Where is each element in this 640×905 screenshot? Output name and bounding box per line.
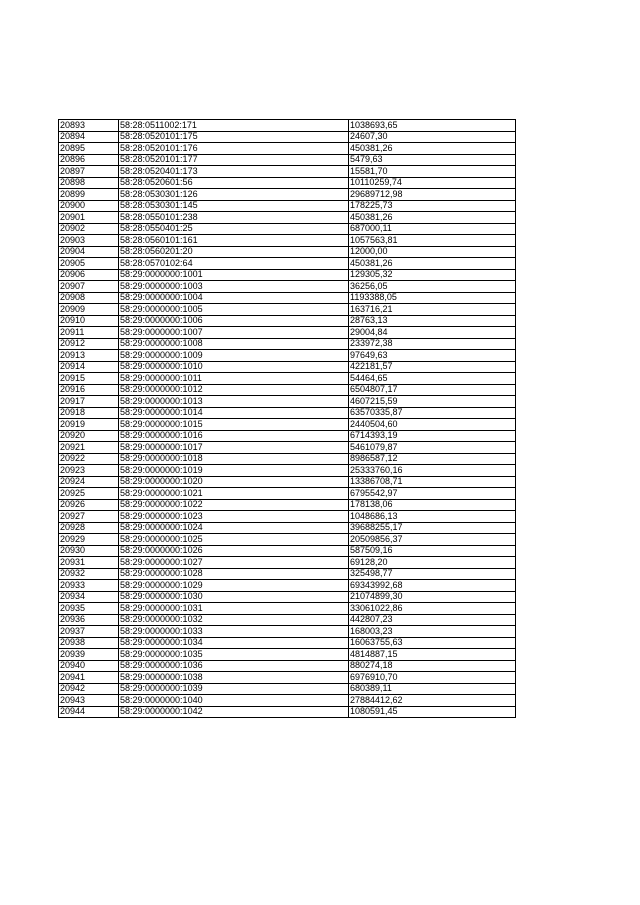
row-number-cell: 20914: [59, 361, 119, 373]
row-number-cell: 20944: [59, 706, 119, 718]
table-row: [59, 315, 516, 327]
row-number-cell: 20918: [59, 407, 119, 419]
cadastral-number-cell: 58:29:0000000:1005: [119, 304, 349, 316]
row-number-cell: 20933: [59, 580, 119, 592]
table-row: [59, 695, 516, 707]
cadastral-number-cell: 58:29:0000000:1026: [119, 545, 349, 557]
value-cell: 6714393,19: [349, 430, 516, 442]
value-cell: 1048686,13: [349, 511, 516, 523]
row-number-cell: 20908: [59, 292, 119, 304]
cadastral-number-cell: 58:29:0000000:1035: [119, 649, 349, 661]
value-cell: 8986587,12: [349, 453, 516, 465]
row-number-cell: 20895: [59, 143, 119, 155]
value-cell: 28763,13: [349, 315, 516, 327]
value-cell: 27884412,62: [349, 695, 516, 707]
value-cell: 13386708,71: [349, 476, 516, 488]
value-cell: 1193388,05: [349, 292, 516, 304]
cadastral-number-cell: 58:29:0000000:1004: [119, 292, 349, 304]
cadastral-number-cell: 58:29:0000000:1024: [119, 522, 349, 534]
value-cell: 4607215,59: [349, 396, 516, 408]
row-number-cell: 20899: [59, 189, 119, 201]
value-cell: 168003,23: [349, 626, 516, 638]
table-row: [59, 407, 516, 419]
value-cell: 233972,38: [349, 338, 516, 350]
table-row: [59, 557, 516, 569]
row-number-cell: 20901: [59, 212, 119, 224]
row-number-cell: 20923: [59, 465, 119, 477]
value-cell: 25333760,16: [349, 465, 516, 477]
table-row: [59, 522, 516, 534]
cadastral-number-cell: 58:29:0000000:1001: [119, 269, 349, 281]
value-cell: 880274,18: [349, 660, 516, 672]
table-row: [59, 361, 516, 373]
value-cell: 1080591,45: [349, 706, 516, 718]
value-cell: 69343992,68: [349, 580, 516, 592]
cadastral-number-cell: 58:29:0000000:1028: [119, 568, 349, 580]
row-number-cell: 20927: [59, 511, 119, 523]
row-number-cell: 20906: [59, 269, 119, 281]
value-cell: 36256,05: [349, 281, 516, 293]
value-cell: 15581,70: [349, 166, 516, 178]
table-row: [59, 269, 516, 281]
cadastral-number-cell: 58:29:0000000:1017: [119, 442, 349, 454]
value-cell: 442807,23: [349, 614, 516, 626]
table-row: [59, 545, 516, 557]
cadastral-number-cell: 58:29:0000000:1042: [119, 706, 349, 718]
table-row: [59, 154, 516, 166]
cadastral-number-cell: 58:28:0511002:171: [119, 120, 349, 132]
cadastral-number-cell: 58:29:0000000:1022: [119, 499, 349, 511]
table-row: [59, 212, 516, 224]
cadastral-number-cell: 58:29:0000000:1020: [119, 476, 349, 488]
value-cell: 450381,26: [349, 143, 516, 155]
row-number-cell: 20920: [59, 430, 119, 442]
value-cell: 450381,26: [349, 258, 516, 270]
row-number-cell: 20898: [59, 177, 119, 189]
cadastral-number-cell: 58:28:0560101:161: [119, 235, 349, 247]
value-cell: 16063755,63: [349, 637, 516, 649]
row-number-cell: 20939: [59, 649, 119, 661]
value-cell: 178225,73: [349, 200, 516, 212]
row-number-cell: 20937: [59, 626, 119, 638]
row-number-cell: 20916: [59, 384, 119, 396]
cadastral-number-cell: 58:29:0000000:1027: [119, 557, 349, 569]
cadastral-number-cell: 58:28:0530301:145: [119, 200, 349, 212]
row-number-cell: 20909: [59, 304, 119, 316]
table-row: [59, 200, 516, 212]
row-number-cell: 20913: [59, 350, 119, 362]
cadastral-number-cell: 58:28:0520101:175: [119, 131, 349, 143]
value-cell: 178138,06: [349, 499, 516, 511]
table-row: [59, 649, 516, 661]
table-row: [59, 672, 516, 684]
row-number-cell: 20903: [59, 235, 119, 247]
row-number-cell: 20922: [59, 453, 119, 465]
table-row: [59, 430, 516, 442]
cadastral-number-cell: 58:28:0520401:173: [119, 166, 349, 178]
value-cell: 422181,57: [349, 361, 516, 373]
cadastral-number-cell: 58:28:0520601:56: [119, 177, 349, 189]
value-cell: 24607,30: [349, 131, 516, 143]
value-cell: 6976910,70: [349, 672, 516, 684]
cadastral-number-cell: 58:28:0560201:20: [119, 246, 349, 258]
cadastral-number-cell: 58:29:0000000:1036: [119, 660, 349, 672]
value-cell: 12000,00: [349, 246, 516, 258]
cadastral-number-cell: 58:29:0000000:1030: [119, 591, 349, 603]
table-row: [59, 637, 516, 649]
cadastral-number-cell: 58:29:0000000:1006: [119, 315, 349, 327]
value-cell: 54464,65: [349, 373, 516, 385]
table-row: [59, 660, 516, 672]
row-number-cell: 20904: [59, 246, 119, 258]
table-row: [59, 534, 516, 546]
table-row: [59, 465, 516, 477]
table-row: [59, 338, 516, 350]
cadastral-value-table: [58, 119, 516, 718]
row-number-cell: 20910: [59, 315, 119, 327]
row-number-cell: 20932: [59, 568, 119, 580]
row-number-cell: 20907: [59, 281, 119, 293]
cadastral-number-cell: 58:29:0000000:1023: [119, 511, 349, 523]
row-number-cell: 20917: [59, 396, 119, 408]
value-cell: 4814887,15: [349, 649, 516, 661]
table-row: [59, 235, 516, 247]
value-cell: 163716,21: [349, 304, 516, 316]
value-cell: 5479,63: [349, 154, 516, 166]
value-cell: 33061022,86: [349, 603, 516, 615]
row-number-cell: 20936: [59, 614, 119, 626]
table-row: [59, 396, 516, 408]
row-number-cell: 20905: [59, 258, 119, 270]
value-cell: 1038693,65: [349, 120, 516, 132]
table-row: [59, 373, 516, 385]
cadastral-number-cell: 58:29:0000000:1016: [119, 430, 349, 442]
cadastral-number-cell: 58:29:0000000:1007: [119, 327, 349, 339]
cadastral-number-cell: 58:29:0000000:1040: [119, 695, 349, 707]
table-row: [59, 614, 516, 626]
cadastral-number-cell: 58:28:0550401:25: [119, 223, 349, 235]
row-number-cell: 20900: [59, 200, 119, 212]
cadastral-number-cell: 58:29:0000000:1029: [119, 580, 349, 592]
table-row: [59, 442, 516, 454]
cadastral-number-cell: 58:29:0000000:1032: [119, 614, 349, 626]
row-number-cell: 20924: [59, 476, 119, 488]
table-row: [59, 511, 516, 523]
row-number-cell: 20902: [59, 223, 119, 235]
table-row: [59, 120, 516, 132]
row-number-cell: 20940: [59, 660, 119, 672]
cadastral-number-cell: 58:29:0000000:1003: [119, 281, 349, 293]
cadastral-number-cell: 58:29:0000000:1011: [119, 373, 349, 385]
table-row: [59, 476, 516, 488]
table-row: [59, 246, 516, 258]
cadastral-number-cell: 58:29:0000000:1009: [119, 350, 349, 362]
value-cell: 21074899,30: [349, 591, 516, 603]
value-cell: 29004,84: [349, 327, 516, 339]
table-row: [59, 223, 516, 235]
cadastral-number-cell: 58:29:0000000:1038: [119, 672, 349, 684]
value-cell: 97649,63: [349, 350, 516, 362]
cadastral-number-cell: 58:29:0000000:1010: [119, 361, 349, 373]
value-cell: 1057563,81: [349, 235, 516, 247]
table-row: [59, 683, 516, 695]
table-row: [59, 350, 516, 362]
value-cell: 6795542,97: [349, 488, 516, 500]
table-row: [59, 488, 516, 500]
value-cell: 63570335,87: [349, 407, 516, 419]
table-row: [59, 143, 516, 155]
cadastral-number-cell: 58:29:0000000:1012: [119, 384, 349, 396]
cadastral-number-cell: 58:29:0000000:1019: [119, 465, 349, 477]
row-number-cell: 20942: [59, 683, 119, 695]
cadastral-number-cell: 58:29:0000000:1014: [119, 407, 349, 419]
value-cell: 5461079,87: [349, 442, 516, 454]
row-number-cell: 20896: [59, 154, 119, 166]
table-row: [59, 327, 516, 339]
cadastral-number-cell: 58:29:0000000:1018: [119, 453, 349, 465]
cadastral-number-cell: 58:29:0000000:1008: [119, 338, 349, 350]
table-row: [59, 603, 516, 615]
row-number-cell: 20915: [59, 373, 119, 385]
table-row: [59, 706, 516, 718]
cadastral-number-cell: 58:29:0000000:1015: [119, 419, 349, 431]
table-row: [59, 177, 516, 189]
cadastral-number-cell: 58:28:0570102:64: [119, 258, 349, 270]
row-number-cell: 20919: [59, 419, 119, 431]
table-row: [59, 258, 516, 270]
value-cell: 687000,11: [349, 223, 516, 235]
value-cell: 69128,20: [349, 557, 516, 569]
value-cell: 29689712,98: [349, 189, 516, 201]
table-row: [59, 281, 516, 293]
table-row: [59, 591, 516, 603]
row-number-cell: 20934: [59, 591, 119, 603]
row-number-cell: 20925: [59, 488, 119, 500]
value-cell: 20509856,37: [349, 534, 516, 546]
row-number-cell: 20935: [59, 603, 119, 615]
value-cell: 6504807,17: [349, 384, 516, 396]
table-row: [59, 568, 516, 580]
table-row: [59, 499, 516, 511]
table-row: [59, 292, 516, 304]
row-number-cell: 20893: [59, 120, 119, 132]
value-cell: 680389,11: [349, 683, 516, 695]
table-row: [59, 166, 516, 178]
cadastral-number-cell: 58:29:0000000:1021: [119, 488, 349, 500]
row-number-cell: 20926: [59, 499, 119, 511]
table-row: [59, 384, 516, 396]
table-row: [59, 453, 516, 465]
table-body: [59, 120, 516, 718]
row-number-cell: 20943: [59, 695, 119, 707]
cadastral-number-cell: 58:29:0000000:1013: [119, 396, 349, 408]
value-cell: 10110259,74: [349, 177, 516, 189]
cadastral-number-cell: 58:29:0000000:1033: [119, 626, 349, 638]
value-cell: 587509,16: [349, 545, 516, 557]
value-cell: 450381,26: [349, 212, 516, 224]
row-number-cell: 20911: [59, 327, 119, 339]
table-row: [59, 131, 516, 143]
row-number-cell: 20931: [59, 557, 119, 569]
table-row: [59, 304, 516, 316]
table-row: [59, 580, 516, 592]
row-number-cell: 20929: [59, 534, 119, 546]
table-row: [59, 419, 516, 431]
row-number-cell: 20897: [59, 166, 119, 178]
table-row: [59, 626, 516, 638]
table-row: [59, 189, 516, 201]
cadastral-number-cell: 58:29:0000000:1034: [119, 637, 349, 649]
cadastral-number-cell: 58:29:0000000:1025: [119, 534, 349, 546]
row-number-cell: 20930: [59, 545, 119, 557]
cadastral-number-cell: 58:28:0520101:176: [119, 143, 349, 155]
value-cell: 325498,77: [349, 568, 516, 580]
row-number-cell: 20941: [59, 672, 119, 684]
cadastral-number-cell: 58:29:0000000:1031: [119, 603, 349, 615]
row-number-cell: 20938: [59, 637, 119, 649]
cadastral-number-cell: 58:28:0520101:177: [119, 154, 349, 166]
value-cell: 2440504,60: [349, 419, 516, 431]
cadastral-number-cell: 58:29:0000000:1039: [119, 683, 349, 695]
row-number-cell: 20928: [59, 522, 119, 534]
row-number-cell: 20894: [59, 131, 119, 143]
value-cell: 129305,32: [349, 269, 516, 281]
cadastral-number-cell: 58:28:0530301:126: [119, 189, 349, 201]
row-number-cell: 20921: [59, 442, 119, 454]
row-number-cell: 20912: [59, 338, 119, 350]
value-cell: 39688255,17: [349, 522, 516, 534]
cadastral-number-cell: 58:28:0550101:238: [119, 212, 349, 224]
